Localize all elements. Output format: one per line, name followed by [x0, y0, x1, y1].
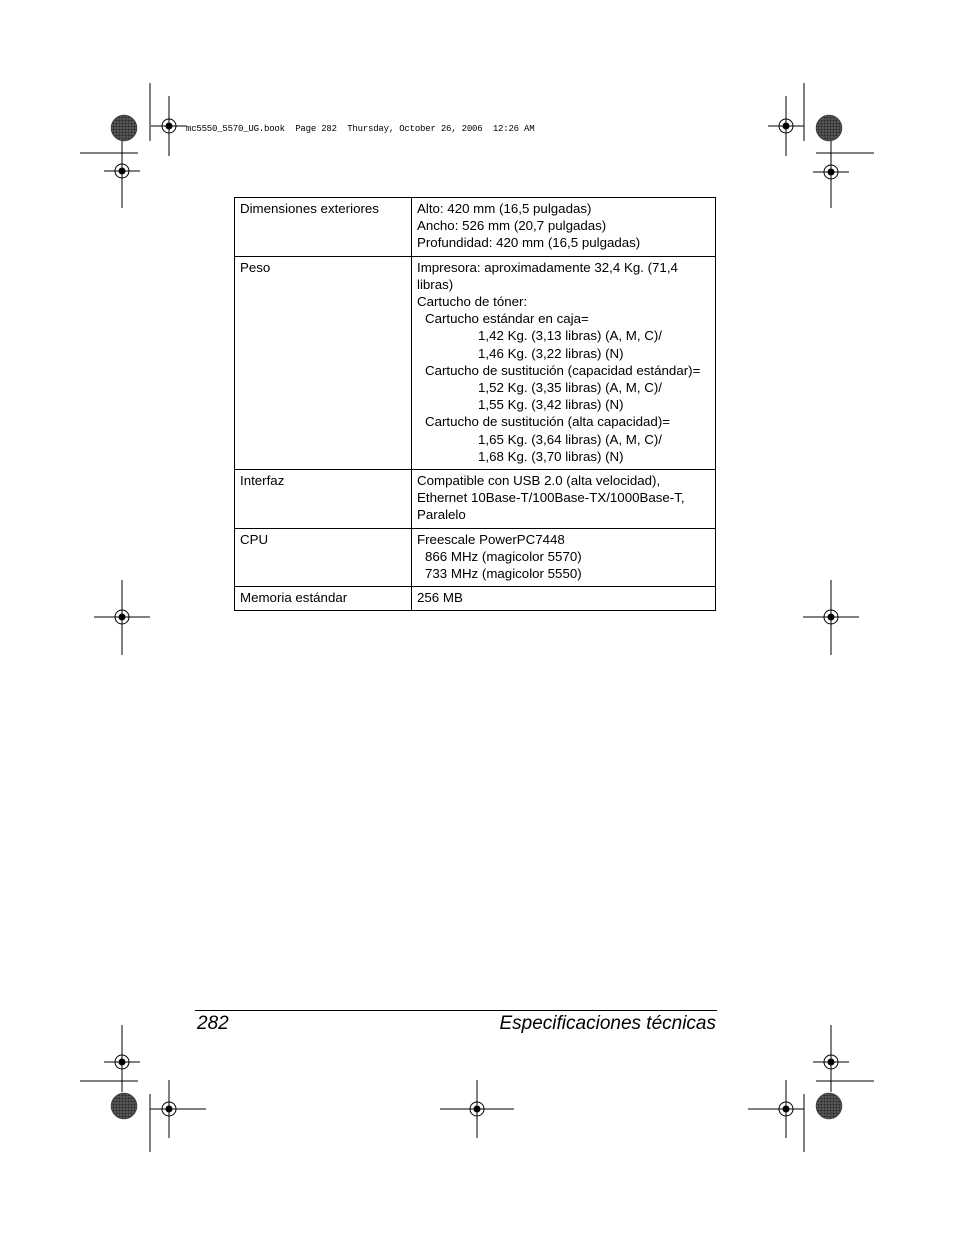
spec-line: 1,42 Kg. (3,13 libras) (A, M, C)/: [478, 328, 663, 344]
color-star-icon: [816, 1093, 842, 1119]
color-star-icon: [816, 115, 842, 141]
spec-label: Peso: [235, 256, 412, 469]
section-title: Especificaciones técnicas: [499, 1013, 716, 1034]
spec-line: Freescale PowerPC7448: [417, 531, 565, 547]
spec-line: 733 MHz (magicolor 5550): [425, 566, 582, 582]
spec-value: [412, 528, 716, 587]
table-row: [235, 198, 716, 257]
spec-line: Cartucho de sustitución (alta capacidad)=: [425, 414, 671, 430]
footer-rule: [195, 1010, 717, 1011]
spec-line: Ancho: 526 mm (20,7 pulgadas): [417, 218, 607, 234]
spec-label: Dimensiones exteriores: [235, 198, 412, 257]
spec-line: Alto: 420 mm (16,5 pulgadas): [417, 201, 592, 216]
spec-table: [234, 197, 716, 611]
spec-label: Memoria estándar: [235, 587, 412, 611]
color-star-icon: [111, 1093, 137, 1119]
spec-line: 1,46 Kg. (3,22 libras) (N): [478, 345, 624, 361]
spec-label: Interfaz: [235, 470, 412, 529]
spec-line: Paralelo: [417, 507, 466, 523]
book-slug: mc5550_5570_UG.book Page 282 Thursday, October 26, 2006 12:26 AM: [186, 124, 535, 134]
table-row: [235, 256, 716, 469]
table-row: [235, 470, 716, 529]
table-row: [235, 587, 716, 611]
spec-line: Impresora: aproximadamente 32,4 Kg. (71,4: [417, 259, 678, 275]
spec-line: Cartucho de tóner:: [417, 294, 528, 310]
spec-line: Cartucho estándar en caja=: [425, 311, 589, 327]
spec-value: [412, 256, 716, 469]
spec-label: CPU: [235, 528, 412, 587]
spec-value: [412, 470, 716, 529]
spec-value: [412, 587, 716, 611]
spec-line: 1,52 Kg. (3,35 libras) (A, M, C)/: [478, 380, 663, 396]
spec-line: 1,65 Kg. (3,64 libras) (A, M, C)/: [478, 431, 663, 447]
spec-line: 1,68 Kg. (3,70 libras) (N): [478, 448, 624, 464]
spec-line: Ethernet 10Base-T/100Base-TX/1000Base-T,: [417, 490, 685, 506]
page-number: 282: [197, 1013, 229, 1034]
spec-line: 1,55 Kg. (3,42 libras) (N): [478, 397, 624, 413]
spec-line: Compatible con USB 2.0 (alta velocidad),: [417, 473, 661, 489]
spec-value: [412, 198, 716, 257]
spec-line: Cartucho de sustitución (capacidad estándar)=: [425, 362, 701, 378]
spec-line: libras): [417, 276, 454, 292]
spec-line: 256 MB: [417, 590, 463, 606]
spec-line: 866 MHz (magicolor 5570): [425, 548, 582, 564]
table-row: [235, 528, 716, 587]
spec-line: Profundidad: 420 mm (16,5 pulgadas): [417, 235, 641, 251]
color-star-icon: [111, 115, 137, 141]
